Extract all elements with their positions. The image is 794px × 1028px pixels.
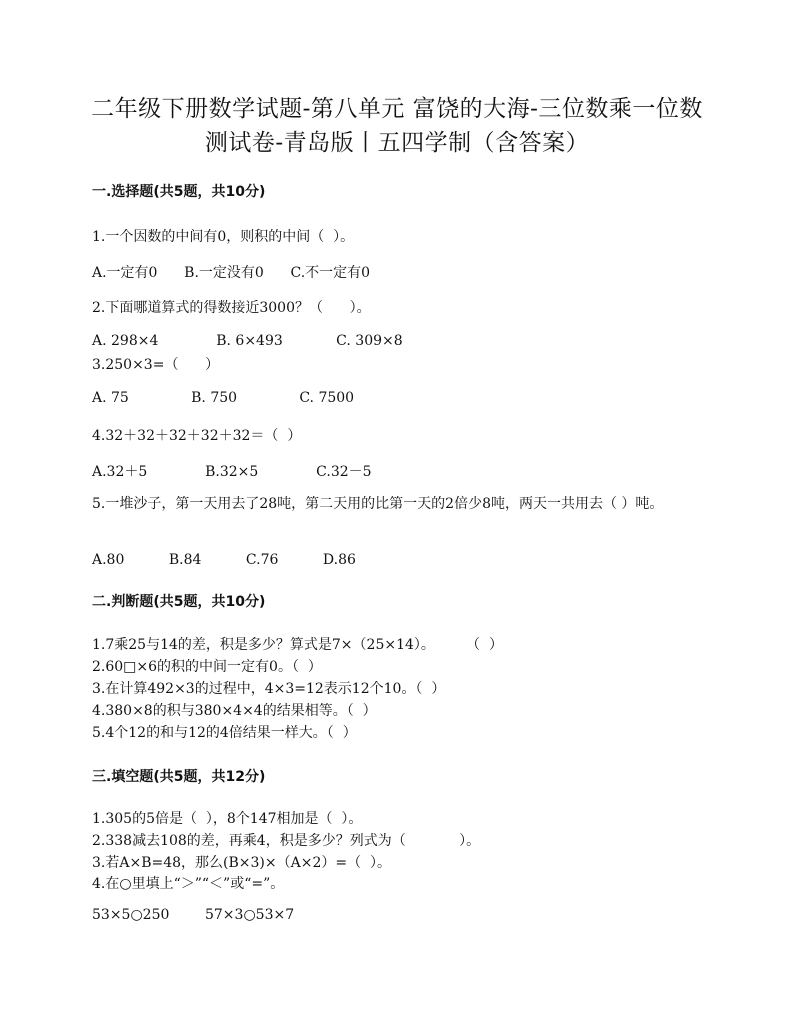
option-line: A. 75 B. 750 C. 7500 bbox=[92, 390, 355, 406]
option-line: A.一定有0 B.一定没有0 C.不一定有0 bbox=[92, 265, 371, 281]
question-line: 5.一堆沙子，第一天用去了28吨，第二天用的比第一天的2倍少8吨，两天一共用去（ ）吨。 bbox=[92, 496, 664, 512]
question-line: 53×5○250 57×3○53×7 bbox=[92, 907, 295, 923]
option-line: A.80 B.84 C.76 D.86 bbox=[92, 552, 356, 568]
question-line: 4.在○里填上“＞”“＜”或“=”。 bbox=[92, 876, 285, 892]
question-line: 3.250×3=（ ） bbox=[92, 357, 220, 373]
question-line: 4.380×8的积与380×4×4的结果相等。（ ） bbox=[92, 703, 377, 719]
question-line: 1.7乘25与14的差，积是多少？算式是7×（25×14）。 （ ） bbox=[92, 637, 503, 653]
question-line: 2.60□×6的积的中间一定有0。（ ） bbox=[92, 659, 322, 675]
question-line: 1.一个因数的中间有0，则积的中间（ ）。 bbox=[92, 229, 355, 245]
question-line: 3.若A×B=48，那么(B×3)×（A×2）=（ ）。 bbox=[92, 855, 391, 871]
section-heading-judgment: 二.判断题(共5题，共10分) bbox=[92, 594, 266, 610]
question-line: 2.338减去108的差，再乘4，积是多少？列式为（ ）。 bbox=[92, 833, 481, 849]
option-line: A. 298×4 B. 6×493 C. 309×8 bbox=[92, 333, 403, 349]
page-title-line-2: 测试卷-青岛版丨五四学制（含答案） bbox=[204, 130, 590, 156]
question-line: 2.下面哪道算式的得数接近3000？（ ）。 bbox=[92, 300, 371, 316]
section-heading-choice: 一.选择题(共5题，共10分) bbox=[92, 184, 266, 200]
page-title-line-1: 二年级下册数学试题-第八单元 富饶的大海-三位数乘一位数 bbox=[91, 96, 703, 122]
option-line: A.32＋5 B.32×5 C.32－5 bbox=[92, 464, 372, 480]
section-heading-fill-blank: 三.填空题(共5题，共12分) bbox=[92, 769, 266, 785]
question-line: 1.305的5倍是（ ），8个147相加是（ ）。 bbox=[92, 811, 363, 827]
question-line: 4.32＋32＋32＋32＋32＝（ ） bbox=[92, 428, 302, 444]
question-line: 3.在计算492×3的过程中，4×3=12表示12个10。（ ） bbox=[92, 681, 446, 697]
question-line: 5.4个12的和与12的4倍结果一样大。（ ） bbox=[92, 725, 357, 741]
